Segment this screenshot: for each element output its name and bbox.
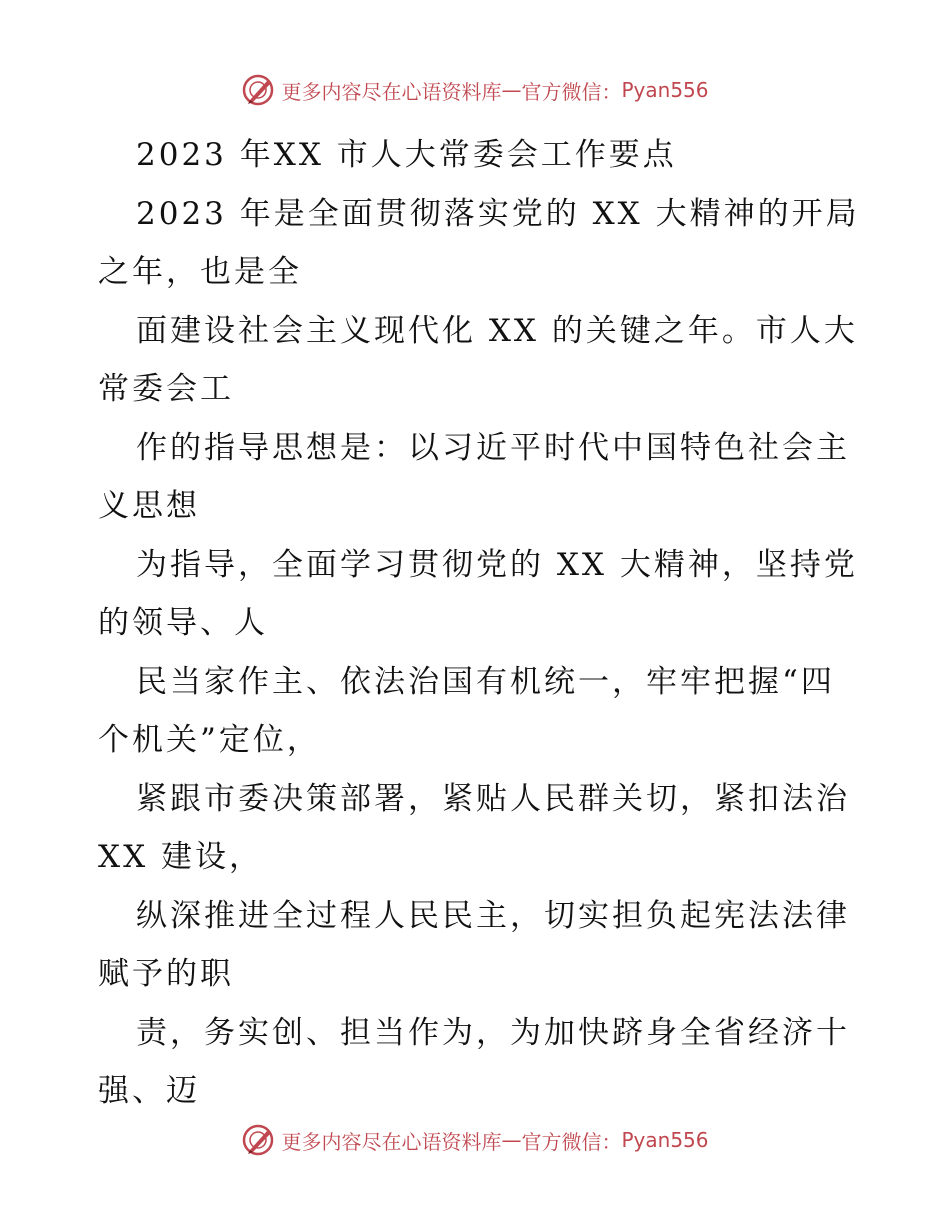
watermark-text: 更多内容尽在心语资料库 <box>281 1129 502 1154</box>
text-line: 个机关”定位， <box>98 722 321 758</box>
text-line: 紧跟市委决策部署，紧贴人民群关切，紧扣法治 <box>136 780 850 817</box>
watermark-separator: — <box>501 78 522 102</box>
text-line: 2023 年是全面贯彻落实党的 XX 大精神的开局 <box>136 195 860 232</box>
pen-logo-icon <box>241 1123 275 1157</box>
text-line: 的领导、人 <box>98 605 268 641</box>
header-watermark <box>0 70 950 110</box>
text-line: 常委会工 <box>98 371 234 407</box>
text-line: 责，务实创、担当作为，为加快跻身全省经济十 <box>136 1014 850 1051</box>
text-line: 面建设社会主义现代化 XX 的关键之年。市人大 <box>136 312 858 349</box>
text-line: 民当家作主、依法治国有机统一，牢牢把握“四 <box>136 663 835 700</box>
text-line: 赋予的职 <box>98 956 234 992</box>
footer-watermark <box>0 1120 950 1160</box>
text-line: 义思想 <box>98 488 200 524</box>
text-line: XX 建设， <box>98 839 263 875</box>
text-line: 强、迈 <box>98 1073 200 1109</box>
watermark-label: 官方微信： <box>521 1129 622 1154</box>
watermark-text: 更多内容尽在心语资料库 <box>281 79 502 104</box>
text-line: 作的指导思想是：以习近平时代中国特色社会主 <box>136 429 850 466</box>
pen-logo-icon <box>241 73 275 107</box>
watermark-id: Pyan556 <box>621 78 709 102</box>
text-line: 之年，也是全 <box>98 254 302 290</box>
watermark-separator: — <box>501 1128 522 1152</box>
text-line: 为指导，全面学习贯彻党的 XX 大精神，坚持党 <box>136 546 858 583</box>
text-line: 纵深推进全过程人民民主，切实担负起宪法法律 <box>136 897 850 934</box>
document-body <box>98 126 858 1121</box>
watermark-label: 官方微信： <box>521 79 622 104</box>
text-line: 2023 年XX 市人大常委会工作要点 <box>136 137 677 173</box>
watermark-id: Pyan556 <box>621 1128 709 1152</box>
